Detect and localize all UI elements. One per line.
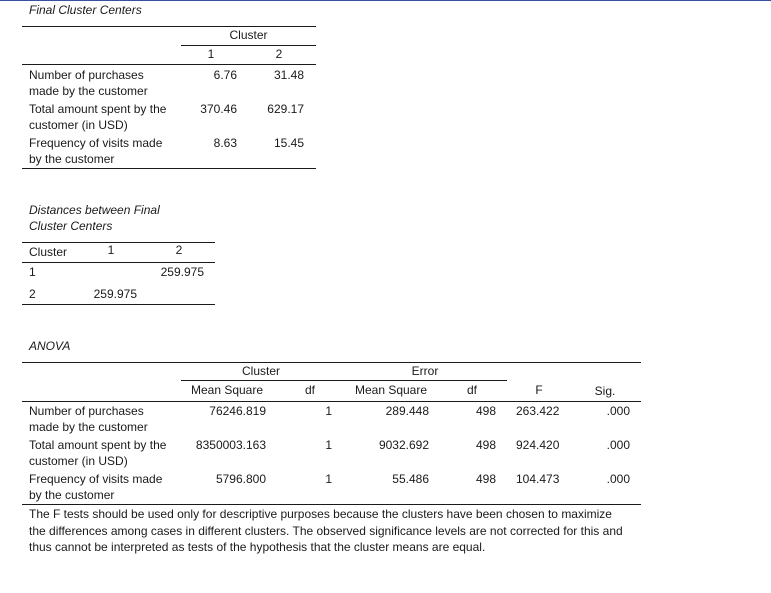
anova-cell: 9032.692 xyxy=(378,438,429,452)
anova-cell: .000 xyxy=(606,438,630,452)
final-centers-title: Final Cluster Centers xyxy=(29,3,142,17)
distances-cell: 259.975 xyxy=(160,265,204,279)
anova-cell: 55.486 xyxy=(392,472,429,486)
anova-cell: .000 xyxy=(606,472,630,486)
final-centers-row-label: Frequency of visits made by the customer xyxy=(29,136,163,166)
anova-cell: 263.422 xyxy=(516,404,560,418)
anova-cell: 498 xyxy=(475,472,496,486)
final-centers-cell: 6.76 xyxy=(213,68,237,82)
final-centers-cell: 31.48 xyxy=(273,68,304,82)
final-centers-col-2: 2 xyxy=(275,47,283,61)
final-centers-row-label: Number of purchases made by the customer xyxy=(29,68,148,98)
anova-cell: 498 xyxy=(475,438,496,452)
anova-col-df-cluster: df xyxy=(304,383,315,397)
anova-col-df-error: df xyxy=(466,383,477,397)
anova-cell: 1 xyxy=(325,438,332,452)
final-centers-col-1: 1 xyxy=(207,47,215,61)
anova-col-mean-square-error: Mean Square xyxy=(354,383,428,397)
distances-title-line2: Cluster Centers xyxy=(29,219,113,233)
anova-cell: 498 xyxy=(475,404,496,418)
distances-title-line1: Distances between Final xyxy=(29,203,160,217)
anova-group-cluster: Cluster xyxy=(241,364,280,378)
anova-title: ANOVA xyxy=(29,339,71,353)
final-centers-row-label: Total amount spent by the customer (in USD) xyxy=(29,102,167,132)
final-centers-cluster-header: Cluster xyxy=(229,28,268,42)
anova-cell: 8350003.163 xyxy=(195,438,266,452)
distances-header-cluster: Cluster xyxy=(29,245,68,259)
anova-row-label: Number of purchases made by the customer xyxy=(29,404,148,434)
anova-row-label: Total amount spent by the customer (in USD) xyxy=(29,438,167,468)
anova-col-f: F xyxy=(535,383,543,397)
anova-cell: 1 xyxy=(325,472,332,486)
final-centers-cell: 8.63 xyxy=(213,136,237,150)
final-centers-cell: 629.17 xyxy=(267,102,304,116)
anova-col-mean-square-cluster: Mean Square xyxy=(190,383,264,397)
final-centers-cell: 15.45 xyxy=(273,136,304,150)
anova-cell: 1 xyxy=(325,404,332,418)
anova-cell: .000 xyxy=(606,404,630,418)
distances-cell: 259.975 xyxy=(93,287,137,301)
distances-header-2: 2 xyxy=(175,243,183,257)
distances-row-cluster: 2 xyxy=(29,287,36,301)
distances-row-cluster: 1 xyxy=(29,265,36,279)
anova-cell: 104.473 xyxy=(516,472,560,486)
anova-cell: 5796.800 xyxy=(215,472,266,486)
anova-footnote: The F tests should be used only for descriptive purposes because the clusters have been chosen to maximize the differences among cases in different clusters. The observed significance levels are not corrected for this and thus cannot be interpreted as tests of the hypothesis that the cluster means are equal. xyxy=(29,507,623,554)
anova-row-label: Frequency of visits made by the customer xyxy=(29,472,163,502)
anova-cell: 289.448 xyxy=(385,404,429,418)
final-centers-cell: 370.46 xyxy=(200,102,237,116)
window-top-border xyxy=(0,0,771,1)
distances-header-1: 1 xyxy=(107,243,115,257)
anova-cell: 76246.819 xyxy=(209,404,266,418)
anova-cell: 924.420 xyxy=(516,438,560,452)
anova-group-error: Error xyxy=(411,364,439,378)
anova-col-sig: Sig. xyxy=(594,384,616,398)
